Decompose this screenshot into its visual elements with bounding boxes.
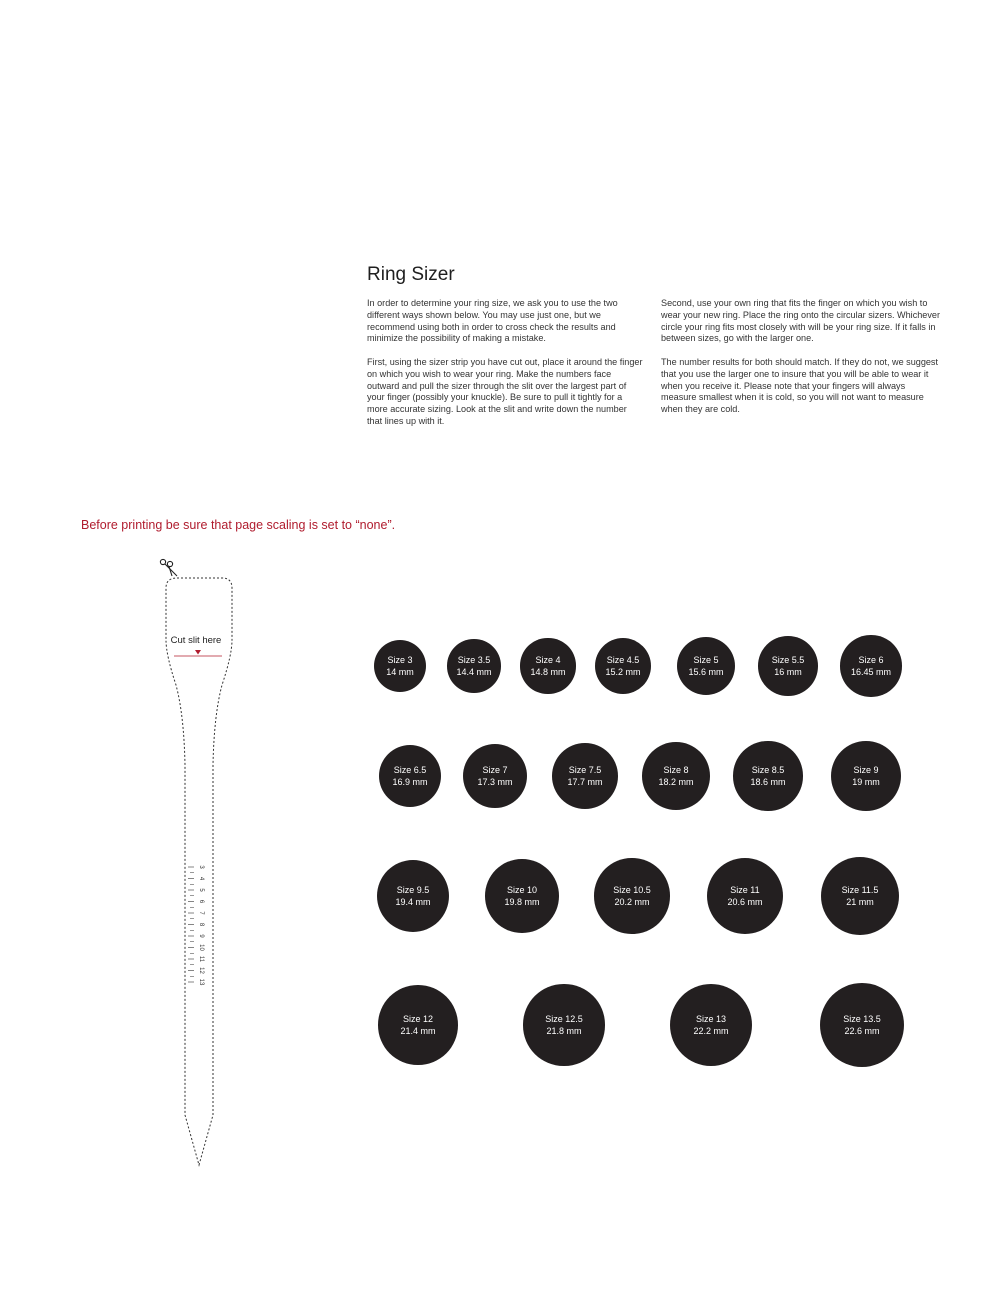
- ring-diameter-label: 14.8 mm: [530, 666, 566, 677]
- ring-size-label: Size 10.5: [613, 884, 651, 895]
- ring-size-circle: [820, 983, 904, 1067]
- ring-diameter-label: 22.6 mm: [844, 1025, 880, 1036]
- ring-size-label: Size 8: [663, 764, 689, 775]
- instructions-paragraph: The number results for both should match. If they do not, we suggest that you use the larger one to insure that you will be able to wear it when you receive it. Please note that your fingers will always measure smallest when it is cold, so you will not want to measure when they are cold.: [661, 356, 939, 415]
- ring-sizer-strip: [150, 555, 260, 1175]
- ring-size-circle: [379, 745, 442, 808]
- ring-size-label: Size 4.5: [606, 654, 640, 665]
- ring-diameter-label: 16.45 mm: [850, 666, 891, 677]
- ring-diameter-label: 17.7 mm: [567, 776, 603, 787]
- scale-number: 8: [198, 922, 204, 927]
- ring-size-circle: [707, 858, 784, 935]
- ring-diameter-label: 18.6 mm: [750, 776, 786, 787]
- cut-slit-label: Cut slit here: [170, 635, 222, 646]
- instructions-left-column: [367, 298, 643, 440]
- ring-size-circle: [642, 742, 710, 810]
- ring-size-circle: [520, 638, 575, 693]
- ring-size-label: Size 8.5: [751, 764, 785, 775]
- ring-diameter-label: 21.4 mm: [400, 1025, 436, 1036]
- scale-number: 5: [198, 888, 204, 892]
- ring-diameter-label: 19.4 mm: [395, 896, 431, 907]
- ring-diameter-label: 16.9 mm: [392, 776, 428, 787]
- scale-number: 7: [198, 911, 204, 915]
- ring-size-circle: [821, 857, 899, 935]
- ring-size-label: Size 7.5: [568, 764, 602, 775]
- ring-diameter-label: 15.2 mm: [605, 666, 641, 677]
- ring-size-label: Size 12: [402, 1013, 433, 1024]
- scale-number: 10: [198, 944, 204, 951]
- ring-diameter-label: 18.2 mm: [658, 776, 694, 787]
- ring-size-label: Size 3: [387, 654, 413, 665]
- ring-size-circle: [485, 859, 559, 933]
- ring-size-label: Size 13.5: [843, 1013, 881, 1024]
- ring-size-circle: [463, 744, 527, 808]
- ring-size-circle: [677, 637, 735, 695]
- ring-size-label: Size 5.5: [771, 654, 805, 665]
- scale-number: 11: [198, 955, 204, 963]
- scale-number: 6: [198, 899, 204, 904]
- strip-scale: [188, 865, 204, 986]
- ring-diameter-label: 15.6 mm: [688, 666, 724, 677]
- ring-size-label: Size 11.5: [841, 884, 879, 895]
- ring-size-circle: [523, 984, 604, 1065]
- instructions-right-column: [661, 298, 943, 428]
- ring-diameter-label: 20.6 mm: [727, 896, 763, 907]
- ring-diameter-label: 21.8 mm: [546, 1025, 582, 1036]
- instructions-paragraph: Second, use your own ring that fits the finger on which you wish to wear your new ring. Place the ring onto the circular sizers. Whichever circle your ring fits most closely with will be your ring size. If it falls in between sizes, go with the larger one.: [661, 298, 940, 344]
- instructions-paragraph: In order to determine your ring size, we ask you to use the two different ways shown below. You may use just one, but we recommend using both in order to cross check the results and minimize the possibility of making a mistake.: [367, 298, 618, 344]
- ring-diameter-label: 16 mm: [774, 666, 802, 677]
- ring-diameter-label: 20.2 mm: [614, 896, 650, 907]
- ring-size-circle: [594, 858, 669, 933]
- ring-diameter-label: 22.2 mm: [693, 1025, 729, 1036]
- ring-size-label: Size 6.5: [393, 764, 427, 775]
- ring-size-label: Size 11: [730, 884, 760, 895]
- ring-size-label: Size 3.5: [457, 654, 491, 665]
- slit-marker-icon: [195, 650, 201, 655]
- ring-size-circle: [552, 743, 618, 809]
- scale-number: 3: [198, 865, 204, 869]
- ring-size-circle: [378, 985, 458, 1065]
- ring-size-circle: [670, 984, 753, 1067]
- ring-size-circle: [377, 860, 449, 932]
- ring-size-circle: [758, 636, 818, 696]
- ring-diameter-label: 21 mm: [846, 896, 874, 907]
- ring-size-label: Size 9: [853, 764, 879, 775]
- scissors-icon: [160, 559, 177, 576]
- scale-number: 12: [198, 967, 204, 974]
- ring-size-circle: [447, 639, 501, 693]
- ring-size-label: Size 5: [693, 654, 719, 665]
- print-scaling-warning: Before printing be sure that page scaling is set to “none”.: [81, 518, 396, 532]
- ring-size-circle: [595, 638, 652, 695]
- ring-size-label: Size 4: [535, 654, 561, 665]
- ring-size-label: Size 7: [482, 764, 508, 775]
- ring-size-circle: [840, 635, 901, 696]
- ring-diameter-label: 17.3 mm: [477, 776, 513, 787]
- ring-size-circle: [733, 741, 802, 810]
- ring-size-label: Size 9.5: [396, 884, 430, 895]
- scale-number: 4: [198, 876, 204, 881]
- ring-diameter-label: 19 mm: [852, 776, 880, 787]
- instructions-paragraph: First, using the sizer strip you have cut out, place it around the finger on which you wish to wear your ring. Make the numbers face outward and pull the sizer through the slit over the largest part of your finger (possibly your knuckle). Be sure to pull it tightly for a more accurate sizing. Look at the slit and write down the number that lines up with it.: [367, 356, 643, 426]
- ring-size-label: Size 13: [695, 1013, 726, 1024]
- ring-size-circle: [374, 640, 426, 692]
- ring-size-label: Size 6: [858, 654, 884, 665]
- scale-number: 9: [198, 934, 204, 938]
- scale-number: 13: [198, 978, 204, 986]
- ring-diameter-label: 14 mm: [386, 666, 414, 677]
- page-title: Ring Sizer: [367, 264, 455, 285]
- ring-size-label: Size 12.5: [545, 1013, 583, 1024]
- ring-diameter-label: 14.4 mm: [456, 666, 492, 677]
- ring-diameter-label: 19.8 mm: [504, 896, 540, 907]
- ring-size-circle: [831, 741, 902, 812]
- ring-size-label: Size 10: [506, 884, 537, 895]
- strip-cut-outline: [166, 578, 232, 1165]
